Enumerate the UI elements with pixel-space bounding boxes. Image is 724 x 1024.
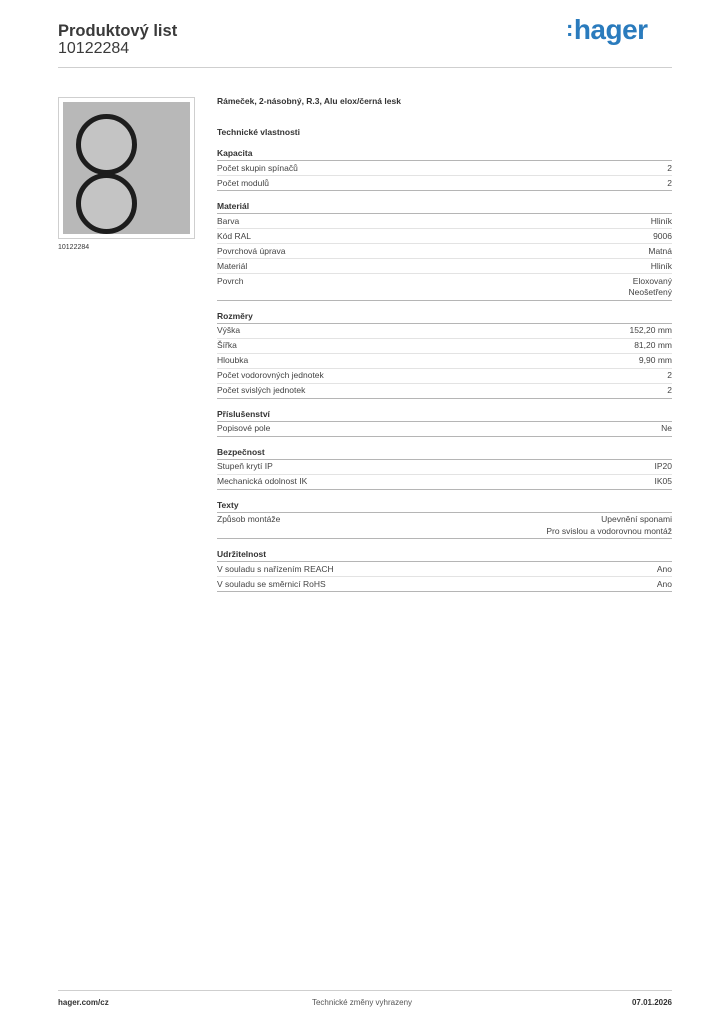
spec-value-group xyxy=(657,579,672,591)
spec-label: Šířka xyxy=(217,340,237,350)
footer-divider xyxy=(58,990,672,991)
product-image xyxy=(58,97,195,239)
spec-content xyxy=(217,95,672,592)
spec-label: Počet svislých jednotek xyxy=(217,385,306,395)
spec-value: Matná xyxy=(648,245,672,256)
image-caption: 10122284 xyxy=(58,244,90,251)
spec-value: Ano xyxy=(656,578,672,589)
spec-value-group xyxy=(667,163,672,175)
spec-value-group xyxy=(639,355,672,367)
spec-row xyxy=(217,229,672,244)
product-code: 10122284 xyxy=(58,40,130,57)
spec-row xyxy=(217,577,672,592)
spec-value-group xyxy=(667,370,672,382)
spec-label: V souladu s nařízením REACH xyxy=(217,563,334,574)
spec-value-group xyxy=(667,178,672,190)
spec-value: 9,90 mm xyxy=(638,355,672,365)
spec-value-group xyxy=(653,231,672,243)
spec-label: Počet skupin spínačů xyxy=(217,162,298,173)
spec-label: Výška xyxy=(217,325,241,335)
logo-prefix: : xyxy=(566,16,573,41)
frame-opening-top xyxy=(76,114,137,175)
spec-label: Způsob montáže xyxy=(217,514,281,524)
section-title: Bezpečnost xyxy=(217,446,672,460)
spec-value-group xyxy=(634,340,672,352)
spec-label: Stupeň krytí IP xyxy=(217,461,273,471)
hager-logo[interactable] xyxy=(566,14,648,46)
spec-row xyxy=(217,475,672,490)
spec-value: IK05 xyxy=(654,476,672,486)
footer-date: 07.01.2026 xyxy=(631,998,672,1007)
spec-value-group xyxy=(655,461,673,473)
spec-value: Eloxovaný xyxy=(632,275,672,286)
spec-value-group xyxy=(661,423,672,435)
spec-section xyxy=(217,310,672,399)
spec-value-group xyxy=(651,261,672,273)
spec-value: IP20 xyxy=(654,461,672,471)
spec-section xyxy=(217,446,672,490)
spec-label: Materiál xyxy=(217,260,248,271)
spec-value-group xyxy=(667,385,672,397)
spec-label: Počet modulů xyxy=(217,177,269,188)
spec-value: Pro svislou a vodorovnou montáž xyxy=(546,525,672,536)
spec-section xyxy=(217,200,672,301)
spec-value: 9006 xyxy=(653,230,672,241)
spec-section xyxy=(217,499,672,540)
tech-heading: Technické vlastnosti xyxy=(217,127,300,137)
spec-value: 152,20 mm xyxy=(629,325,672,335)
product-name: Rámeček, 2-násobný, R.3, Alu elox/černá lesk xyxy=(217,96,401,106)
spec-row xyxy=(217,259,672,274)
spec-value: Ne xyxy=(661,423,672,433)
spec-value-group xyxy=(629,276,672,299)
spec-row xyxy=(217,513,672,540)
spec-value-group xyxy=(546,514,672,537)
spec-row xyxy=(217,354,672,369)
spec-label: Popisové pole xyxy=(217,423,271,433)
spec-label: Kód RAL xyxy=(217,230,252,241)
spec-label: Hloubka xyxy=(217,355,249,365)
frame-plate xyxy=(63,102,190,234)
spec-value: Hliník xyxy=(650,215,672,226)
spec-row xyxy=(217,274,672,301)
section-title: Texty xyxy=(217,499,672,513)
logo-text: hager xyxy=(573,14,648,45)
spec-row xyxy=(217,369,672,384)
spec-row xyxy=(217,339,672,354)
spec-row xyxy=(217,460,672,475)
spec-value-group xyxy=(629,325,672,337)
spec-row xyxy=(217,161,672,176)
spec-value-group xyxy=(651,216,672,228)
spec-value: 2 xyxy=(667,385,672,395)
spec-value-group xyxy=(648,246,672,258)
section-title: Udržitelnost xyxy=(217,548,672,562)
spec-value: Ano xyxy=(656,563,672,574)
spec-value: 81,20 mm xyxy=(634,340,672,350)
spec-section xyxy=(217,548,672,592)
spec-row xyxy=(217,244,672,259)
spec-sections xyxy=(217,147,672,592)
spec-label: Počet vodorovných jednotek xyxy=(217,370,324,380)
spec-value: 2 xyxy=(667,162,672,173)
spec-row xyxy=(217,422,672,437)
spec-row xyxy=(217,214,672,229)
footer-website[interactable]: hager.com/cz xyxy=(58,998,109,1007)
section-title: Příslušenství xyxy=(217,408,672,422)
spec-value: Neošetřený xyxy=(628,287,672,297)
spec-section xyxy=(217,147,672,191)
footer-disclaimer: Technické změny vyhrazeny xyxy=(311,998,413,1007)
spec-row xyxy=(217,384,672,399)
spec-value: 2 xyxy=(667,177,672,188)
spec-row xyxy=(217,176,672,191)
spec-section xyxy=(217,408,672,437)
header-divider xyxy=(58,67,672,68)
spec-label: Barva xyxy=(217,215,240,226)
spec-label: Povrch xyxy=(217,275,244,286)
section-title: Rozměry xyxy=(217,310,672,324)
spec-value-group xyxy=(655,476,673,488)
spec-value: Upevnění sponami xyxy=(601,514,672,524)
spec-row xyxy=(217,562,672,577)
section-title: Kapacita xyxy=(217,147,672,161)
spec-label: Mechanická odolnost IK xyxy=(217,476,308,486)
page-title: Produktový list xyxy=(58,22,178,40)
spec-value: Hliník xyxy=(650,260,672,271)
section-title: Materiál xyxy=(217,200,672,214)
spec-value: 2 xyxy=(667,370,672,380)
frame-opening-bottom xyxy=(76,173,137,234)
spec-label: Povrchová úprava xyxy=(217,245,286,256)
spec-value-group xyxy=(657,564,672,576)
spec-label: V souladu se směrnicí RoHS xyxy=(217,578,326,589)
spec-row xyxy=(217,324,672,339)
